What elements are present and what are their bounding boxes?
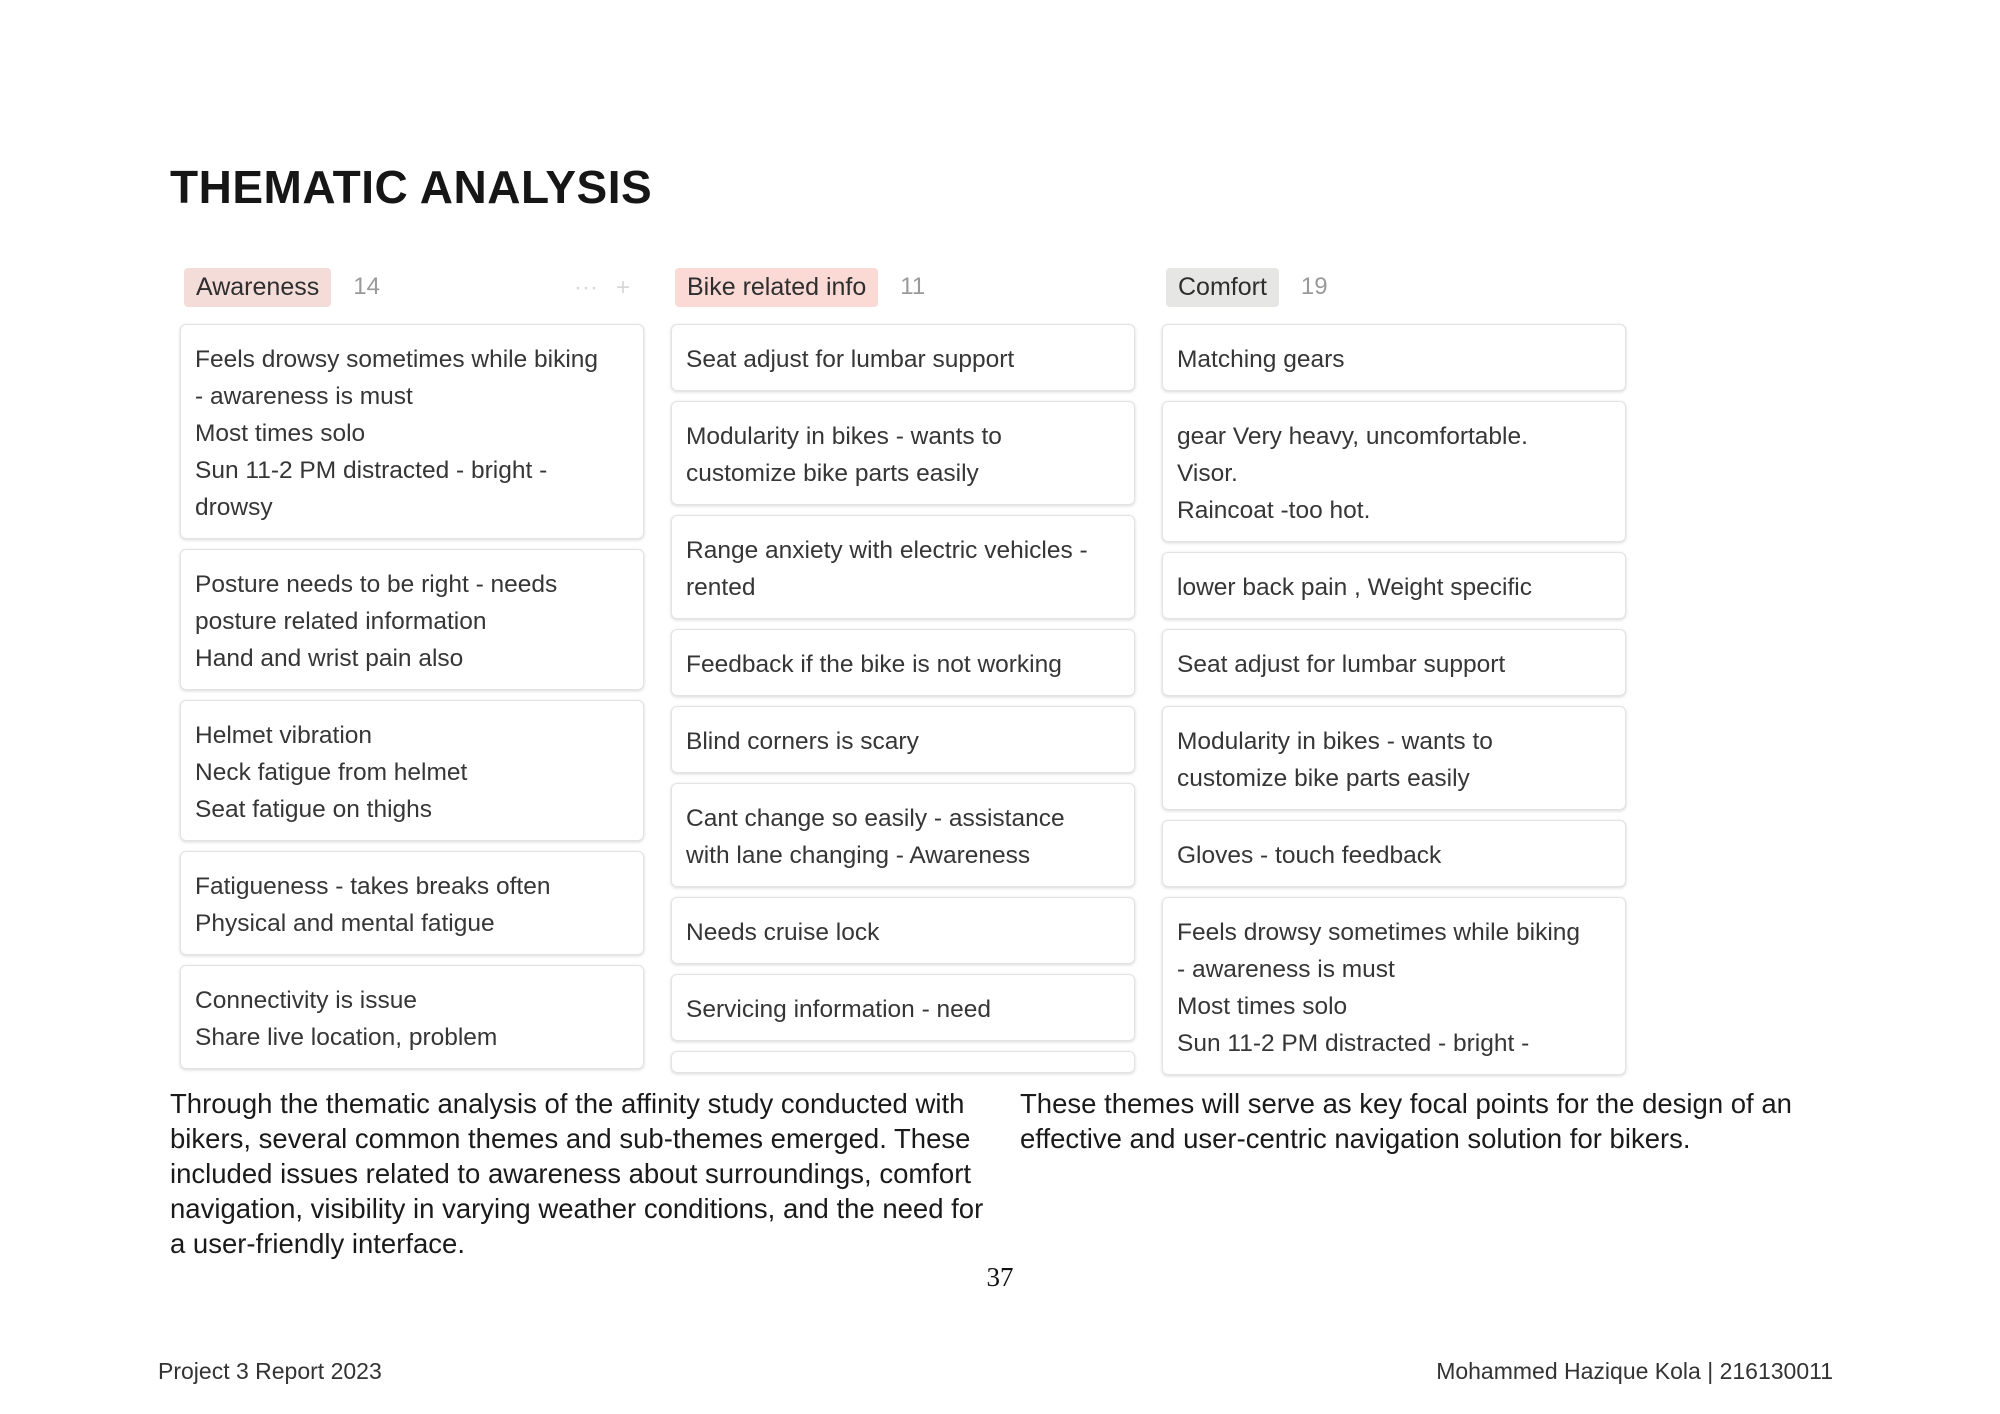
affinity-card[interactable]	[671, 974, 1135, 1041]
card-text-line: with lane changing - Awareness	[686, 842, 1031, 869]
card-text-line: Most times solo	[1177, 993, 1348, 1020]
card-text-line: Feels drowsy sometimes while biking	[195, 346, 599, 373]
affinity-card[interactable]	[1162, 897, 1626, 1075]
card-text-line: customize bike parts easily	[686, 460, 979, 487]
column-actions	[574, 274, 630, 302]
column-tag[interactable]: Comfort	[1166, 268, 1279, 307]
card-text-line: Servicing information - need	[686, 996, 992, 1023]
affinity-board-screenshot	[172, 262, 1652, 1078]
affinity-card[interactable]	[180, 700, 644, 841]
card-text-line: rented	[686, 574, 756, 601]
affinity-card[interactable]	[180, 965, 644, 1069]
card-text-line: Matching gears	[1177, 346, 1345, 373]
card-text-line: - awareness is must	[1177, 956, 1395, 983]
affinity-card[interactable]	[671, 1051, 1135, 1073]
column-header	[671, 262, 1135, 312]
affinity-card[interactable]	[671, 706, 1135, 773]
card-text-line: gear Very heavy, uncomfortable.	[1177, 423, 1528, 450]
add-card-icon[interactable]: +	[615, 274, 630, 301]
affinity-card[interactable]	[180, 851, 644, 955]
affinity-card[interactable]	[1162, 324, 1626, 391]
conclusion-paragraph: These themes will serve as key focal points for the design of an effective and user-centric navigation solution for bikers.	[1020, 1088, 1792, 1154]
affinity-card[interactable]	[671, 324, 1135, 391]
card-text-line: lower back pain , Weight specific	[1177, 574, 1532, 601]
card-text-line: Modularity in bikes - wants to	[686, 423, 1002, 450]
column-header	[1162, 262, 1626, 312]
affinity-card[interactable]	[671, 629, 1135, 696]
card-text-line: Sun 11-2 PM distracted - bright -	[195, 457, 548, 484]
card-text-line: Modularity in bikes - wants to	[1177, 728, 1493, 755]
card-text-line: Seat adjust for lumbar support	[686, 346, 1015, 373]
card-text-line: Posture needs to be right - needs	[195, 571, 558, 598]
affinity-card[interactable]	[671, 515, 1135, 619]
card-text-line: Physical and mental fatigue	[195, 910, 495, 937]
card-text-line: Feedback if the bike is not working	[686, 651, 1062, 678]
footer-project: Project 3 Report 2023	[158, 1358, 382, 1384]
card-text-line: - awareness is must	[195, 383, 413, 410]
card-text-line: posture related information	[195, 608, 487, 635]
card-text-line: Range anxiety with electric vehicles -	[686, 537, 1088, 564]
card-list	[180, 324, 644, 1069]
card-list	[1162, 324, 1626, 1075]
column-count: 11	[900, 273, 926, 300]
affinity-card[interactable]	[1162, 401, 1626, 542]
column-count: 14	[353, 273, 380, 300]
analysis-paragraph: Through the thematic analysis of the affinity study conducted with bikers, several common themes and sub-themes emerged. These included issues related to awareness about surroundings, comfort navigation, visibility in varying weather conditions, and the need for a user-friendly interface.	[170, 1088, 984, 1259]
card-text-line: Cant change so easily - assistance	[686, 805, 1065, 832]
card-text-line: drowsy	[195, 494, 273, 521]
board-column-bike-related-info	[671, 262, 1135, 1078]
card-text-line: Seat fatigue on thighs	[195, 796, 433, 823]
affinity-card[interactable]	[1162, 552, 1626, 619]
card-text-line: customize bike parts easily	[1177, 765, 1470, 792]
card-text-line: Share live location, problem	[195, 1024, 498, 1051]
board-column-comfort	[1162, 262, 1626, 1078]
footer-author: Mohammed Hazique Kola | 216130011	[1436, 1358, 1833, 1384]
page-number: 37	[986, 1262, 1014, 1292]
card-text-line: Fatigueness - takes breaks often	[195, 873, 551, 900]
card-text-line: Blind corners is scary	[686, 728, 919, 755]
board-column-awareness	[180, 262, 644, 1078]
card-text-line: Sun 11-2 PM distracted - bright -	[1177, 1030, 1530, 1057]
column-header	[180, 262, 644, 312]
card-list	[671, 324, 1135, 1073]
card-text-line: Needs cruise lock	[686, 919, 880, 946]
affinity-card[interactable]	[671, 401, 1135, 505]
affinity-card[interactable]	[180, 324, 644, 539]
card-text-line: Helmet vibration	[195, 722, 373, 749]
card-text-line: Gloves - touch feedback	[1177, 842, 1442, 869]
more-options-icon[interactable]: ···	[574, 274, 598, 301]
card-text-line: Feels drowsy sometimes while biking	[1177, 919, 1581, 946]
column-count: 19	[1300, 273, 1328, 300]
affinity-card[interactable]	[671, 897, 1135, 964]
affinity-card[interactable]	[671, 783, 1135, 887]
affinity-card[interactable]	[1162, 629, 1626, 696]
affinity-card[interactable]	[1162, 820, 1626, 887]
page-title: THEMATIC ANALYSIS	[170, 161, 653, 213]
card-text-line: Raincoat -too hot.	[1177, 497, 1371, 524]
column-tag[interactable]: Awareness	[184, 268, 331, 307]
card-text-line: Neck fatigue from helmet	[195, 759, 468, 786]
card-text-line: Seat adjust for lumbar support	[1177, 651, 1506, 678]
card-text-line: Most times solo	[195, 420, 366, 447]
card-text-line: Visor.	[1177, 460, 1238, 487]
affinity-card[interactable]	[1162, 706, 1626, 810]
affinity-card[interactable]	[180, 549, 644, 690]
card-text-line: Hand and wrist pain also	[195, 645, 464, 672]
card-text-line: Connectivity is issue	[195, 987, 417, 1014]
column-tag[interactable]: Bike related info	[675, 268, 878, 307]
